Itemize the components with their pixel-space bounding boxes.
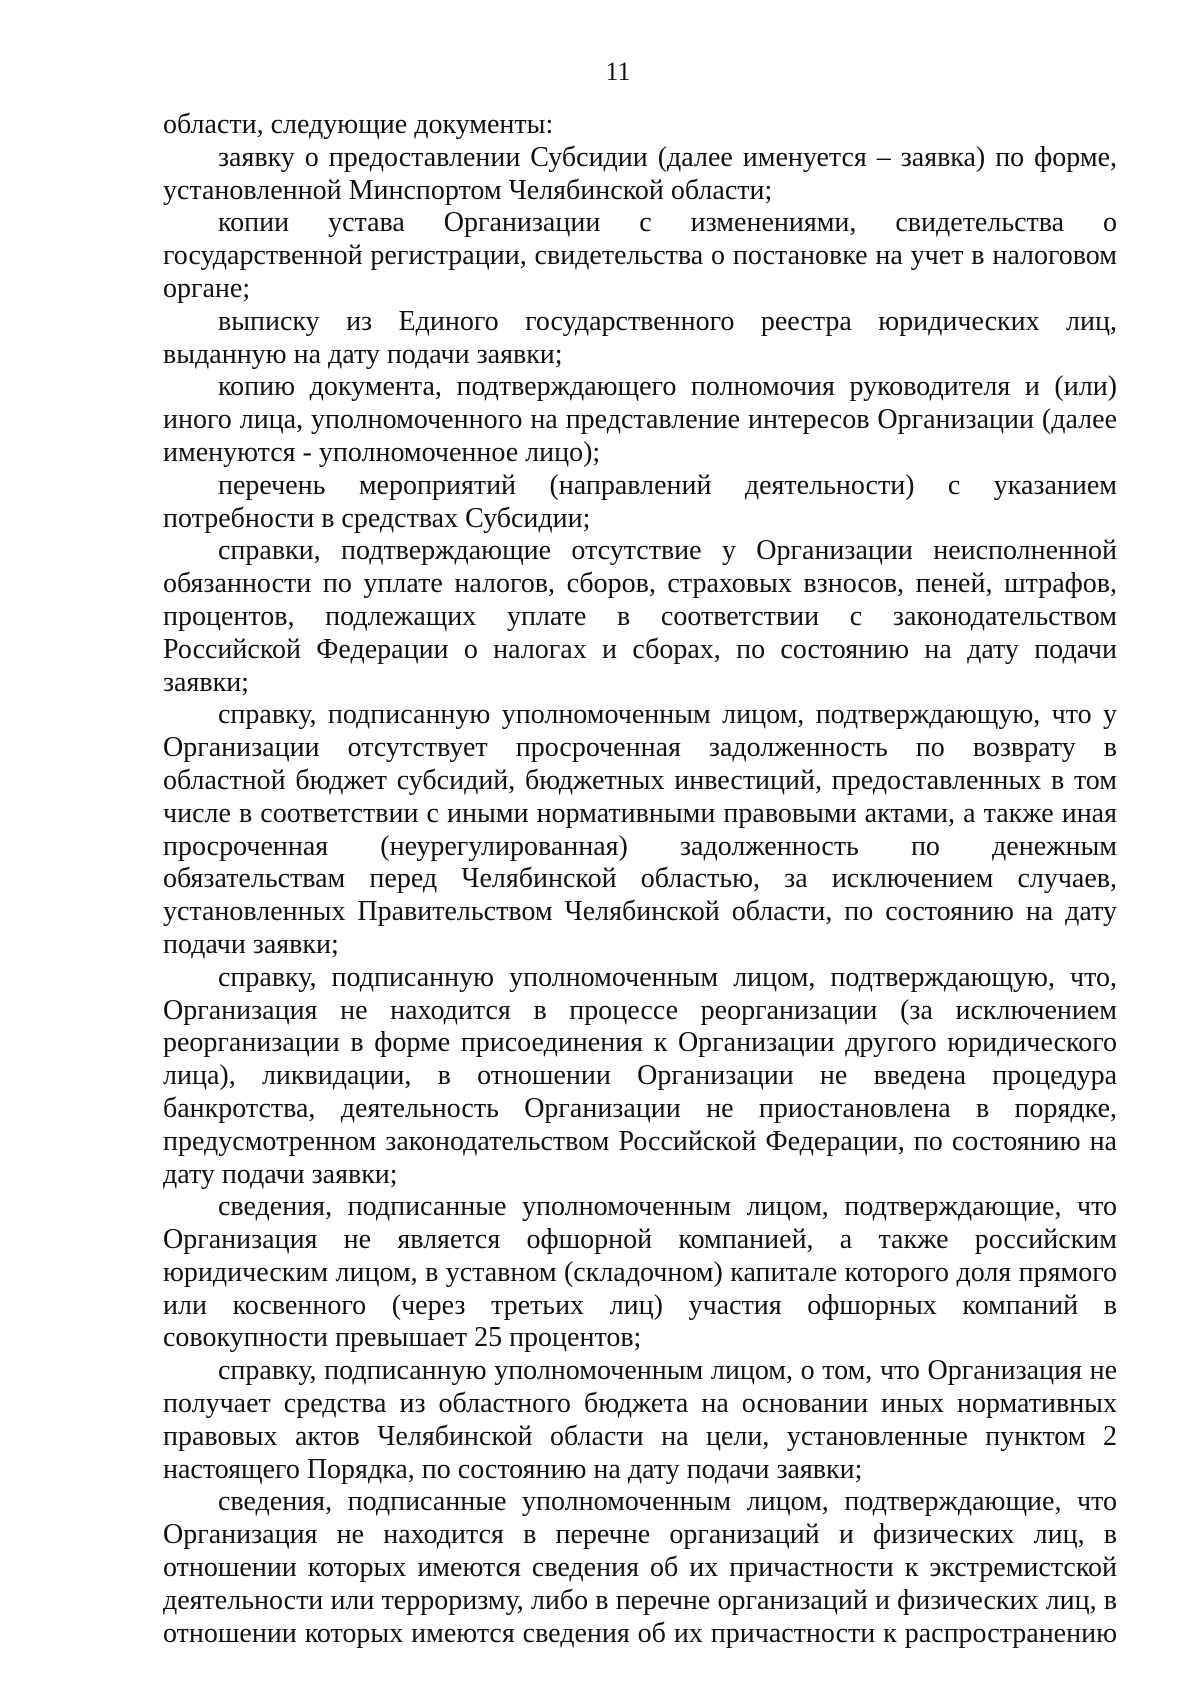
paragraph-11: справку, подписанную уполномоченным лицом, о том, что Организация не получает средства из областного бюджета на основании иных нормативных правовых актов Челябинской области на цели, установленные пунктом 2 настоящего Порядка, по состоянию на дату подачи заявки;	[163, 1355, 1117, 1485]
paragraph-3: копии устава Организации с изменениями, свидетельства о государственной регистрации, свидетельства о постановке на учет в налоговом органе;	[163, 207, 1117, 304]
page-number: 11	[605, 57, 631, 86]
paragraph-12: сведения, подписанные уполномоченным лицом, подтверждающие, что Организация не находится в перечне организаций и физических лиц, в отношении которых имеются сведения об их причастности к экстремистской деятельности или терроризму, либо в перечне организаций и физических лиц, в отношении которых имеются сведения об их причастности к распространению	[163, 1486, 1117, 1649]
paragraph-6: перечень мероприятий (направлений деятельности) с указанием потребности в средствах Субсидии;	[163, 469, 1117, 534]
paragraph-7: справки, подтверждающие отсутствие у Организации неисполненной обязанности по уплате налогов, сборов, страховых взносов, пеней, штрафов, процентов, подлежащих уплате в соответствии с законодательством Российской Федерации о налогах и сборах, по состоянию на дату подачи заявки;	[163, 535, 1117, 698]
paragraph-8: справку, подписанную уполномоченным лицом, подтверждающую, что у Организации отсутствует просроченная задолженность по возврату в областной бюджет субсидий, бюджетных инвестиций, предоставленных в том числе в соответствии с иными нормативными правовыми актами, а также иная просроченная (неурегулированная) задолженность по денежным обязательствам перед Челябинской областью, за исключением случаев, установленных Правительством Челябинской области, по состоянию на дату подачи заявки;	[163, 699, 1117, 960]
paragraph-5: копию документа, подтверждающего полномочия руководителя и (или) иного лица, уполномоченного на представление интересов Организации (далее именуются - уполномоченное лицо);	[163, 371, 1117, 468]
paragraph-1: области, следующие документы:	[163, 109, 554, 140]
paragraph-9: справку, подписанную уполномоченным лицом, подтверждающую, что, Организация не находится в процессе реорганизации (за исключением реорганизации в форме присоединения к Организации другого юридического лица), ликвидации, в отношении Организации не введена процедура банкротства, деятельность Организации не приостановлена в порядке, предусмотренном законодательством Российской Федерации, по состоянию на дату подачи заявки;	[163, 961, 1117, 1190]
paragraph-10: сведения, подписанные уполномоченным лицом, подтверждающие, что Организация не является офшорной компанией, а также российским юридическим лицом, в уставном (складочном) капитале которого доля прямого или косвенного (через третьих лиц) участия офшорных компаний в совокупности превышает 25 процентов;	[163, 1191, 1117, 1354]
paragraph-4: выписку из Единого государственного реестра юридических лиц, выданную на дату подачи заявки;	[163, 305, 1117, 370]
document-body	[163, 109, 1117, 1650]
paragraph-2: заявку о предоставлении Субсидии (далее именуется – заявка) по форме, установленной Минспортом Челябинской области;	[163, 141, 1117, 206]
